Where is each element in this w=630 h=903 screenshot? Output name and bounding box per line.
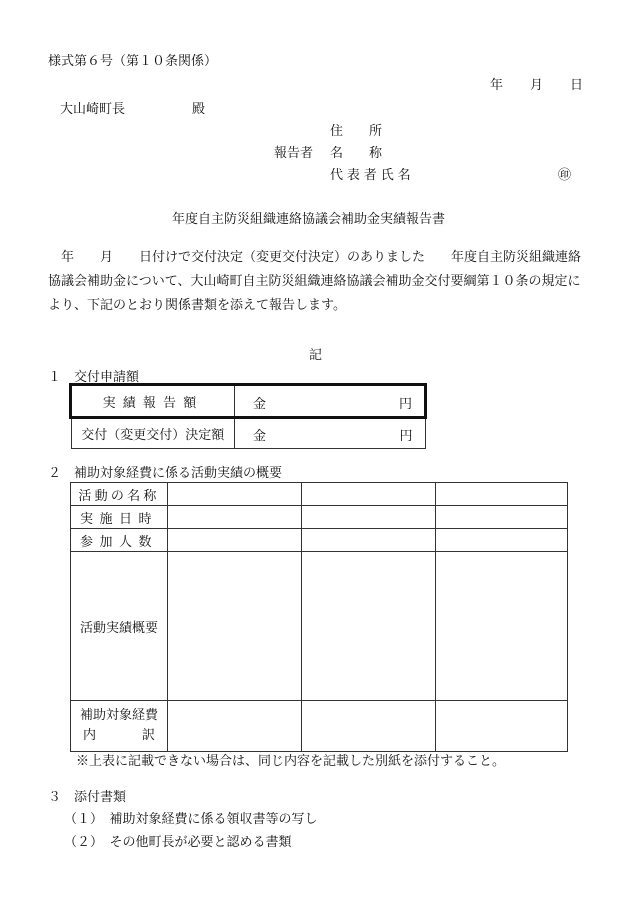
date-month: 月 (530, 78, 544, 93)
addressee-name: 大山崎町長 (60, 102, 126, 117)
activity-summary-label: 活動実績概要 (71, 552, 168, 701)
breakdown-wake: 訳 (141, 728, 155, 743)
yen-label: 円 (399, 429, 413, 444)
table-row (71, 701, 568, 752)
table-cell[interactable] (436, 483, 568, 506)
activity-summary-table (70, 482, 568, 752)
breakdown-uchi: 内 (83, 728, 97, 743)
representative-label: 代表者氏名 (330, 168, 415, 183)
table-cell[interactable] (436, 506, 568, 529)
table-row (71, 385, 425, 417)
actual-report-amount-label: 実績報告額 (71, 385, 235, 417)
name-label: 名 称 (330, 146, 383, 161)
participants-label: 参加人数 (71, 529, 168, 552)
decision-amount-cell[interactable] (235, 417, 426, 449)
table-cell[interactable] (436, 701, 568, 752)
table-row (71, 552, 568, 701)
table-cell[interactable] (302, 701, 436, 752)
table-note: ※上表に記載できない場合は、同じ内容を記載した別紙を添付すること。 (76, 754, 506, 769)
table-row (71, 529, 568, 552)
section1-heading: １ 交付申請額 (48, 370, 140, 385)
table-cell[interactable] (436, 529, 568, 552)
section3-heading: ３ 添付書類 (48, 790, 127, 805)
addressee-honorific: 殿 (192, 102, 206, 117)
actual-report-amount-cell[interactable] (235, 385, 426, 417)
body-paragraph: 年 月 日付けで交付決定（変更交付決定）のありました 年度自主防災組織連絡協議会補助金について、大山崎町自主防災組織連絡協議会補助金交付要綱第１０条の規定により、下記のとおり関係書類を添えて報告します。 (48, 250, 582, 313)
decision-amount-label: 交付（変更交付）決定額 (71, 417, 235, 449)
table-cell[interactable] (168, 506, 302, 529)
section2-heading: ２ 補助対象経費に係る活動実績の概要 (48, 466, 283, 481)
table-cell[interactable] (302, 506, 436, 529)
table-cell[interactable] (302, 483, 436, 506)
attachment-item-1: （１） 補助対象経費に係る領収書等の写し (64, 812, 318, 827)
table-row (71, 506, 568, 529)
table-cell[interactable] (436, 552, 568, 701)
date-year: 年 (490, 78, 504, 93)
table-cell[interactable] (302, 529, 436, 552)
reporter-label: 報告者 (274, 146, 314, 161)
application-amount-table (70, 384, 426, 449)
table-cell[interactable] (168, 529, 302, 552)
activity-name-label: 活動の名称 (71, 483, 168, 506)
kin-label: 金 (253, 429, 267, 444)
yen-label: 円 (398, 397, 412, 412)
table-cell[interactable] (168, 701, 302, 752)
document-title: 年度自主防災組織連絡協議会補助金実績報告書 (172, 212, 446, 227)
expense-breakdown-line1: 補助対象経費 (79, 708, 158, 723)
table-cell[interactable] (168, 552, 302, 701)
date-time-label: 実施日時 (71, 506, 168, 529)
attachment-item-2: （２） その他町長が必要と認める書類 (64, 835, 292, 850)
table-row (71, 483, 568, 506)
table-cell[interactable] (302, 552, 436, 701)
expense-breakdown-label (71, 701, 168, 752)
seal-mark: ㊞ (558, 168, 572, 183)
kin-label: 金 (253, 397, 267, 412)
date-day: 日 (570, 78, 584, 93)
table-cell[interactable] (168, 483, 302, 506)
table-row (71, 417, 425, 449)
form-number: 様式第６号（第１０条関係） (48, 54, 218, 69)
ki-marker: 記 (309, 348, 323, 363)
address-label: 住 所 (330, 124, 383, 139)
expense-breakdown-line2 (71, 726, 167, 746)
